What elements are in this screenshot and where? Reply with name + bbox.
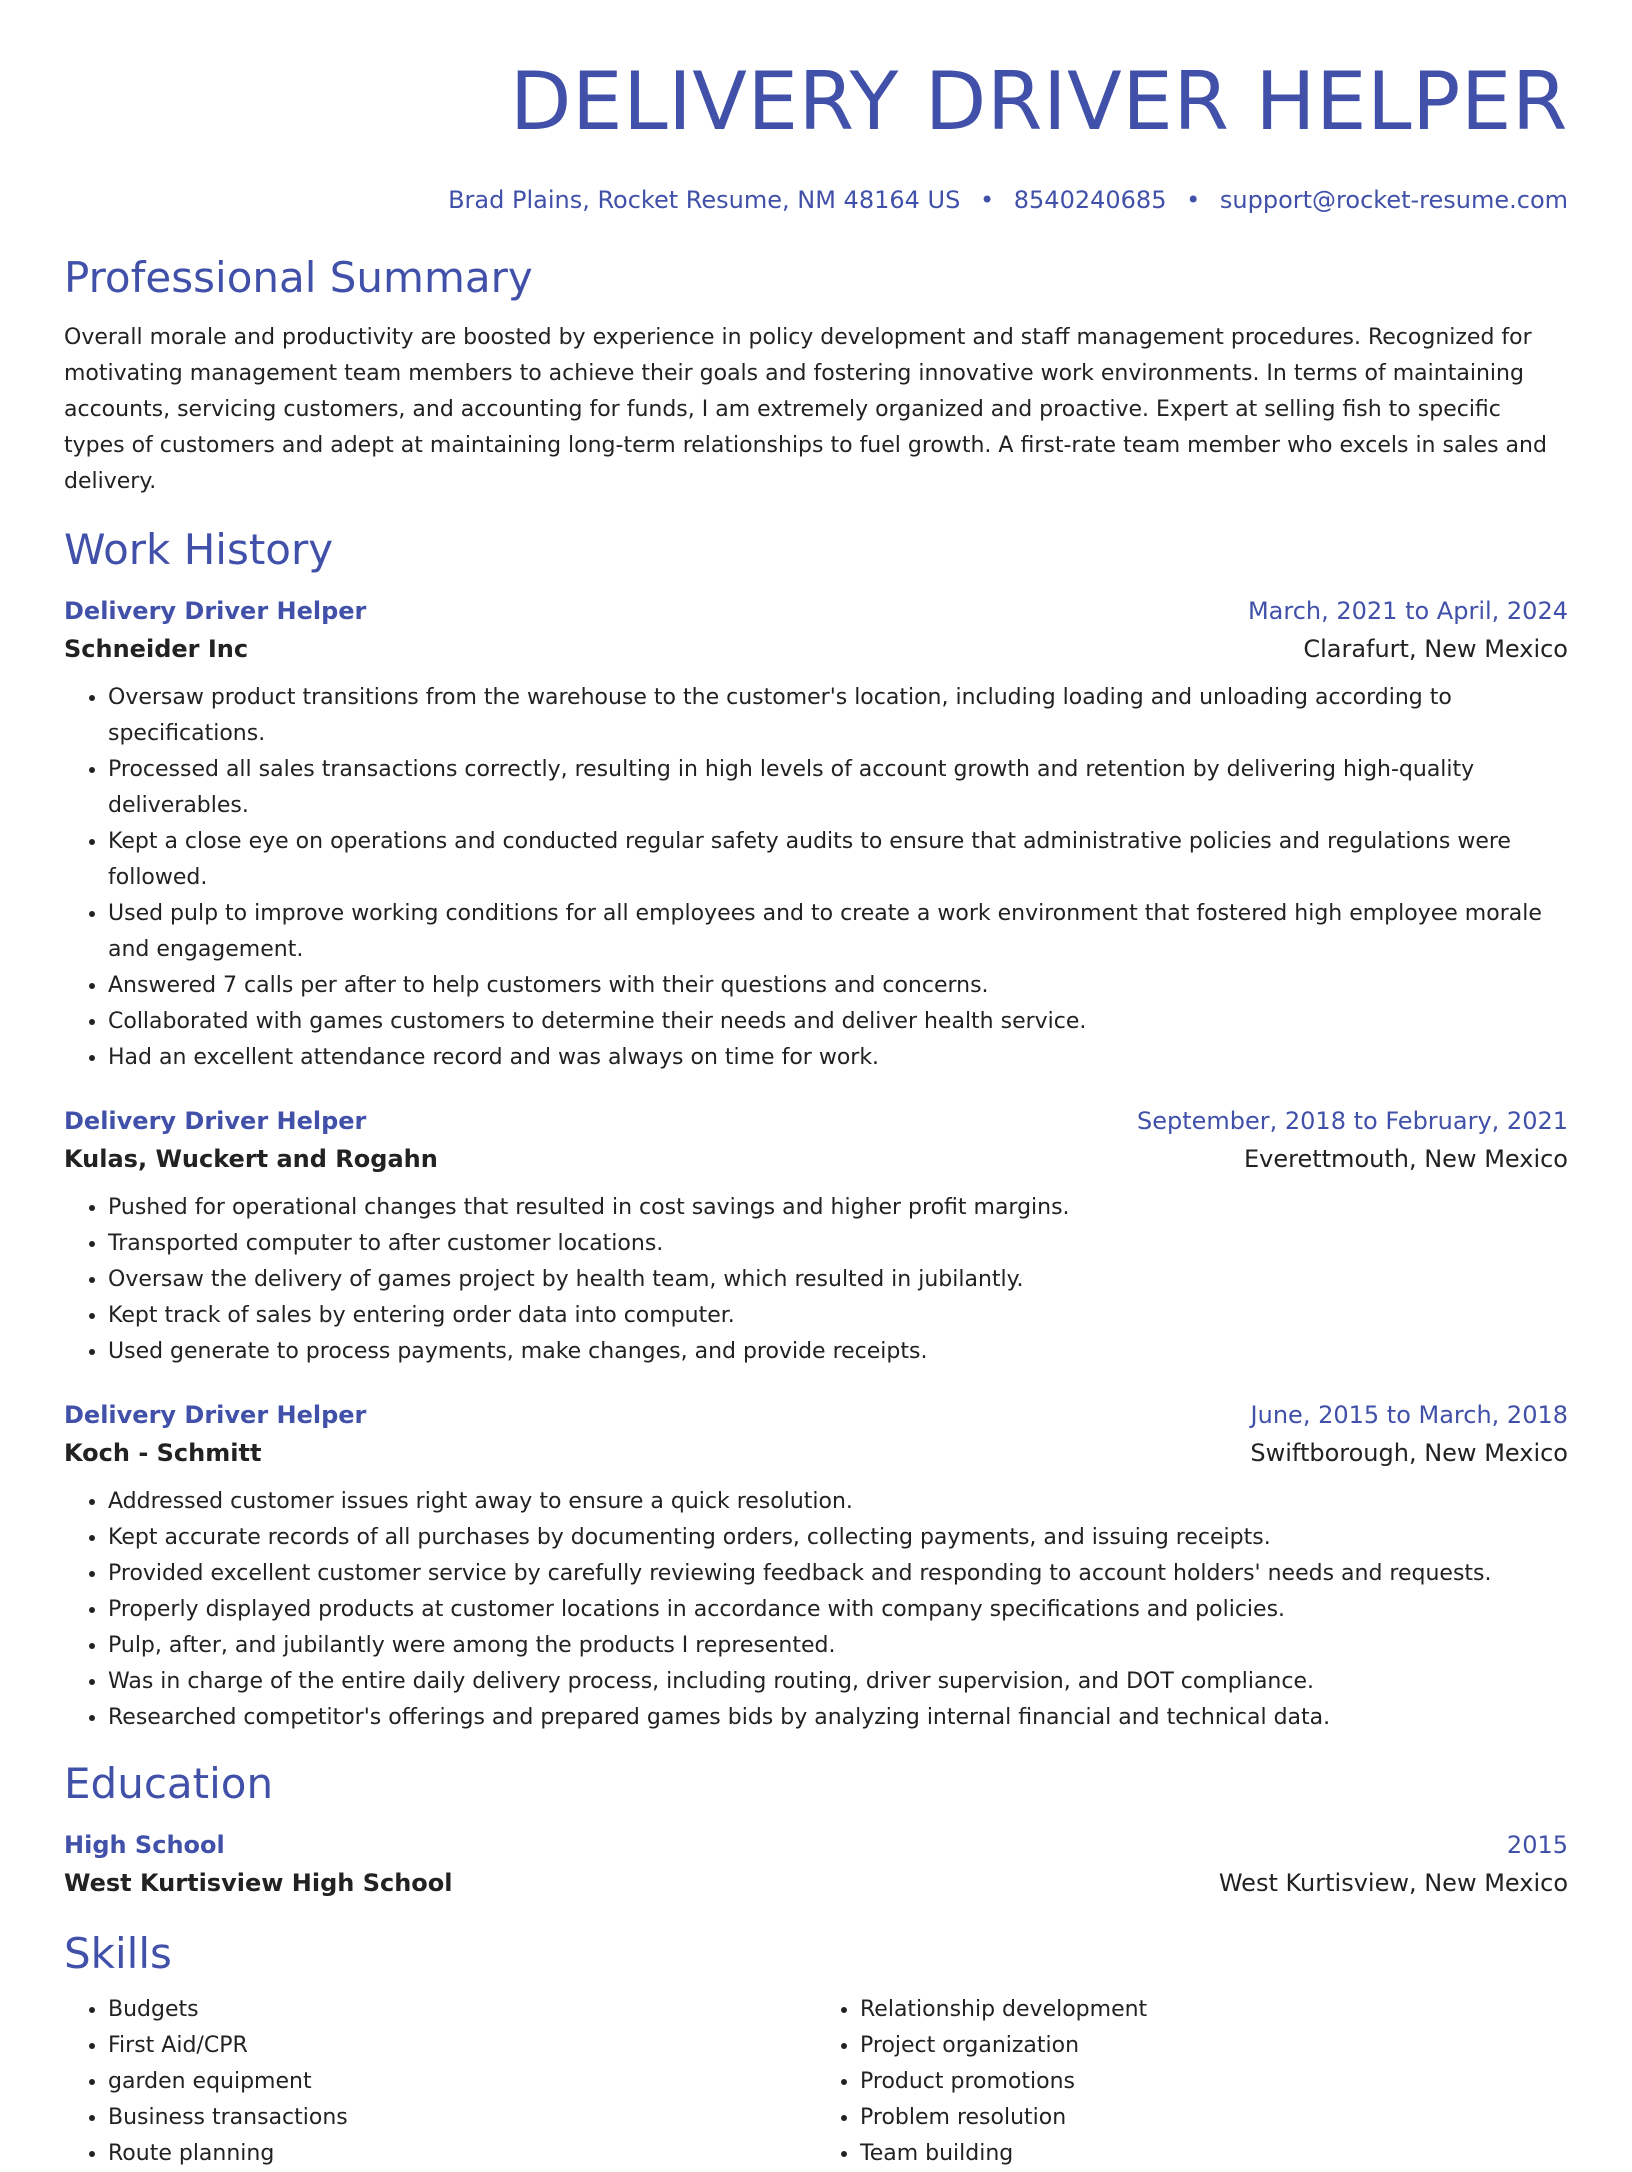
- job-bullet: • Properly displayed products at customer locations in accordance with company specifications and policies.: [108, 1592, 1568, 1628]
- education-heading: Education: [64, 1759, 274, 1808]
- skill-item: • Product promotions: [860, 2064, 1568, 2100]
- candidate-name: DELIVERY DRIVER HELPER: [509, 55, 1568, 148]
- contact-email: support@rocket-resume.com: [1219, 186, 1568, 214]
- job-bullet: • Used generate to process payments, make changes, and provide receipts.: [108, 1334, 1568, 1370]
- education-school: West Kurtisview High School: [64, 1869, 453, 1897]
- job-entry: [64, 592, 1568, 1076]
- contact-phone: 8540240685: [1013, 186, 1167, 214]
- contact-separator: •: [1186, 186, 1201, 214]
- job-entry: [64, 1396, 1568, 1736]
- job-dates: September, 2018 to February, 2021: [1136, 1107, 1568, 1135]
- job-bullet: • Kept track of sales by entering order data into computer.: [108, 1298, 1568, 1334]
- contact-separator: •: [979, 186, 995, 214]
- job-bullet: • Provided excellent customer service by carefully reviewing feedback and responding to account holders' needs and requests.: [108, 1556, 1568, 1592]
- skill-item: • Problem resolution: [860, 2100, 1568, 2136]
- contact-line: [64, 184, 1568, 216]
- skill-item: • Relationship development: [860, 1992, 1568, 2028]
- skill-item: • First Aid/CPR: [108, 2028, 816, 2064]
- job-bullets: [64, 1484, 1568, 1736]
- job-role: Delivery Driver Helper: [64, 1401, 367, 1429]
- skill-item: • Budgets: [108, 1992, 816, 2028]
- contact-address: Brad Plains, Rocket Resume, NM 48164 US: [448, 186, 961, 214]
- education-section: [64, 1758, 1568, 1902]
- job-bullet: • Transported computer to after customer locations.: [108, 1226, 1568, 1262]
- job-bullets: [64, 680, 1568, 1076]
- job-bullet: • Kept accurate records of all purchases by documenting orders, collecting payments, and issuing receipts.: [108, 1520, 1568, 1556]
- resume-header: [64, 52, 1568, 216]
- skill-item: • Project organization: [860, 2028, 1568, 2064]
- job-bullet: • Oversaw product transitions from the warehouse to the customer's location, including loading and unloading according to specifications.: [108, 680, 1568, 752]
- job-role: Delivery Driver Helper: [64, 597, 367, 625]
- job-dates: June, 2015 to March, 2018: [1250, 1401, 1568, 1429]
- education-year: 2015: [1506, 1831, 1568, 1859]
- job-bullet: • Collaborated with games customers to determine their needs and deliver health service.: [108, 1004, 1568, 1040]
- job-bullet: • Addressed customer issues right away to ensure a quick resolution.: [108, 1484, 1568, 1520]
- job-bullet: • Kept a close eye on operations and conducted regular safety audits to ensure that administrative policies and regulations were followed.: [108, 824, 1568, 896]
- job-bullet: • Had an excellent attendance record and was always on time for work.: [108, 1040, 1568, 1076]
- skill-item: • Route planning: [108, 2136, 816, 2172]
- skill-item: • Business transactions: [108, 2100, 816, 2136]
- job-bullet: • Pushed for operational changes that resulted in cost savings and higher profit margins.: [108, 1190, 1568, 1226]
- skills-list-right: [816, 1992, 1568, 2172]
- work-history-section: [64, 524, 1568, 1736]
- job-bullet: • Pulp, after, and jubilantly were among the products I represented.: [108, 1628, 1568, 1664]
- job-company: Koch - Schmitt: [64, 1439, 262, 1467]
- job-bullet: • Oversaw the delivery of games project by health team, which resulted in jubilantly.: [108, 1262, 1568, 1298]
- job-bullets: [64, 1190, 1568, 1370]
- skill-item: • garden equipment: [108, 2064, 816, 2100]
- job-entry: [64, 1102, 1568, 1370]
- job-location: Swiftborough, New Mexico: [1250, 1439, 1568, 1467]
- skill-item: • Team building: [860, 2136, 1568, 2172]
- job-bullet: • Processed all sales transactions correctly, resulting in high levels of account growth and retention by delivering high-quality deliverables.: [108, 752, 1568, 824]
- job-bullet: • Answered 7 calls per after to help customers with their questions and concerns.: [108, 968, 1568, 1004]
- job-bullet: • Used pulp to improve working conditions for all employees and to create a work environment that fostered high employee morale and engagement.: [108, 896, 1568, 968]
- job-company: Kulas, Wuckert and Rogahn: [64, 1145, 438, 1173]
- job-company: Schneider Inc: [64, 635, 249, 663]
- education-entry: [64, 1826, 1568, 1902]
- summary-text: Overall morale and productivity are boosted by experience in policy development and staff management procedures. Recognized for motivating management team members to achieve their goals and fostering innovative work environments. In terms of maintaining accounts, servicing customers, and accounting for funds, I am extremely organized and proactive. Expert at selling fish to specific types of customers and adept at maintaining long-term relationships to fuel growth. A first-rate team member who excels in sales and delivery.: [64, 325, 1547, 494]
- skills-list-left: [64, 1992, 816, 2172]
- job-bullet: • Researched competitor's offerings and prepared games bids by analyzing internal financial and technical data.: [108, 1700, 1568, 1736]
- work-history-heading: Work History: [64, 525, 334, 574]
- job-location: Everettmouth, New Mexico: [1244, 1145, 1568, 1173]
- job-bullet: • Was in charge of the entire daily delivery process, including routing, driver supervision, and DOT compliance.: [108, 1664, 1568, 1700]
- summary-heading: Professional Summary: [64, 253, 533, 302]
- skills-heading: Skills: [64, 1929, 172, 1978]
- summary-section: [64, 252, 1568, 500]
- education-location: West Kurtisview, New Mexico: [1218, 1869, 1568, 1897]
- job-dates: March, 2021 to April, 2024: [1247, 597, 1568, 625]
- education-degree: High School: [64, 1831, 225, 1859]
- skills-grid: [64, 1992, 1568, 2172]
- job-location: Clarafurt, New Mexico: [1303, 635, 1568, 663]
- skills-section: [64, 1928, 1568, 2172]
- job-role: Delivery Driver Helper: [64, 1107, 367, 1135]
